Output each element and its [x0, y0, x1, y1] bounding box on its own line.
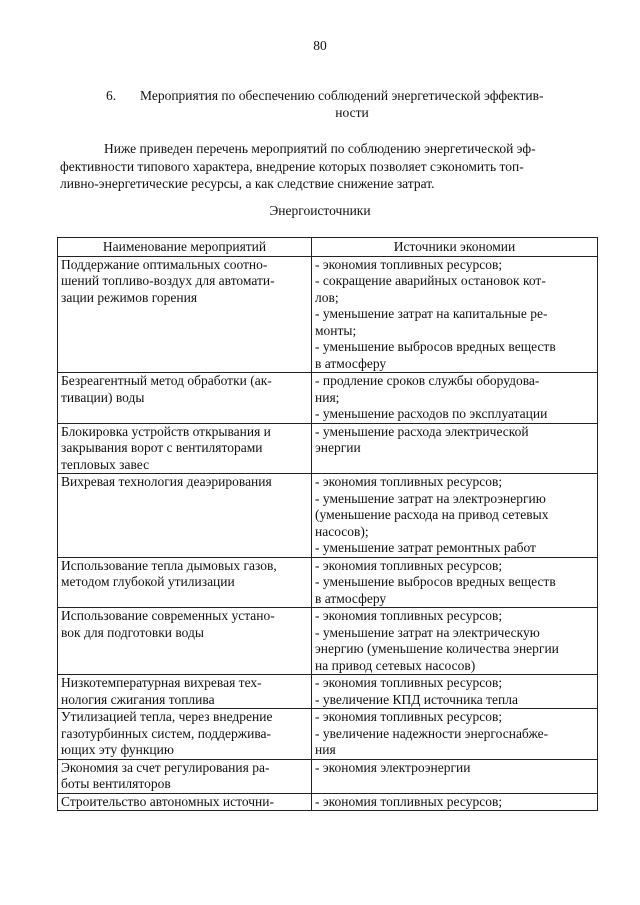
table-row — [58, 709, 598, 760]
source-line: ния — [315, 742, 336, 757]
measure-line: Низкотемпературная вихревая тех- — [61, 675, 262, 690]
source-line: - уменьшение выбросов вредных веществ — [315, 574, 556, 589]
measure-line: тивации) воды — [61, 389, 145, 405]
intro-line: фективности типового характера, внедрение которых позволяет сэкономить топ- — [60, 158, 524, 174]
source-line: в атмосферу — [315, 590, 387, 606]
measure-line: Утилизацией тепла, через внедрение — [61, 709, 273, 724]
measure-line: методом глубокой утилизации — [61, 574, 235, 589]
table-row — [58, 793, 598, 811]
source-line: - экономия топливных ресурсов; — [315, 608, 503, 623]
source-line: ния; — [315, 389, 340, 405]
source-line: - сокращение аварийных остановок кот- — [315, 273, 546, 288]
measure-cell — [58, 675, 312, 709]
table-header-row — [58, 238, 598, 257]
source-line: насосов); — [315, 523, 369, 539]
source-line: лов; — [315, 289, 339, 305]
source-line: - уменьшение выбросов вредных веществ — [315, 339, 556, 354]
sources-cell — [312, 423, 598, 474]
measures-table — [57, 237, 598, 811]
measure-line: Использование современных устано- — [61, 608, 275, 623]
measure-cell — [58, 256, 312, 373]
measure-cell — [58, 759, 312, 793]
measure-line: боты вентиляторов — [61, 776, 171, 791]
measure-cell — [58, 608, 312, 675]
source-line: (уменьшение расхода на привод сетевых — [315, 507, 549, 522]
measure-line: зации режимов горения — [61, 289, 198, 305]
sources-cell — [312, 256, 598, 373]
table-row — [58, 608, 598, 675]
source-line: - экономия топливных ресурсов; — [315, 474, 503, 489]
table-row — [58, 759, 598, 793]
table-row — [58, 423, 598, 474]
source-line: в атмосферу — [315, 355, 387, 371]
section-title: Мероприятия по обеспечению соблюдений энергетической эффектив- — [140, 88, 544, 103]
measure-cell — [58, 793, 312, 811]
source-line: - экономия электроэнергии — [315, 759, 471, 775]
sources-cell — [312, 675, 598, 709]
sources-cell — [312, 793, 598, 811]
measure-line: Безреагентный метод обработки (ак- — [61, 373, 272, 388]
measure-line: газотурбинных систем, поддержива- — [61, 725, 272, 741]
source-line: энергию (уменьшение количества энергии — [315, 641, 559, 656]
page-number: 80 — [313, 38, 327, 53]
source-line: - уменьшение расходов по эксплуатации — [315, 406, 548, 421]
table-caption: Энергоисточники — [269, 203, 371, 218]
source-line: - уменьшение затрат на капитальные ре- — [315, 306, 548, 321]
source-line: - экономия топливных ресурсов; — [315, 557, 503, 573]
source-line: - экономия топливных ресурсов; — [315, 256, 503, 272]
measure-line: нология сжигания топлива — [61, 691, 215, 707]
measure-line: Поддержание оптимальных соотно- — [61, 256, 268, 272]
source-line: - экономия топливных ресурсов; — [315, 709, 503, 724]
measure-cell — [58, 557, 312, 608]
intro-line: Ниже приведен перечень мероприятий по соблюдению энергетической эф- — [104, 141, 536, 156]
section-number: 6. — [106, 88, 117, 103]
measure-line: ющих эту функцию — [61, 742, 174, 757]
source-line: - уменьшение затрат на электрическую — [315, 624, 540, 640]
section-title-continuation: ности — [335, 105, 369, 120]
header-measures: Наименование мероприятий — [58, 238, 312, 257]
sources-cell — [312, 608, 598, 675]
intro-line: ливно-энергетические ресурсы, а как следствие снижение затрат. — [60, 176, 435, 191]
measure-cell — [58, 423, 312, 474]
sources-cell — [312, 557, 598, 608]
measure-line: тепловых завес — [61, 456, 150, 472]
header-sources: Источники экономии — [312, 238, 598, 257]
measure-line: Строительство автономных источни- — [61, 793, 274, 809]
source-line: - уменьшение затрат на электроэнергию — [315, 490, 546, 506]
table-row — [58, 557, 598, 608]
measure-line: Использование тепла дымовых газов, — [61, 557, 277, 573]
source-line: на привод сетевых насосов) — [315, 657, 476, 673]
source-line: - уменьшение затрат ремонтных работ — [315, 540, 536, 555]
table-row — [58, 474, 598, 558]
sources-cell — [312, 373, 598, 424]
source-line: - экономия топливных ресурсов; — [315, 675, 503, 690]
table-body — [58, 256, 598, 811]
measure-line: Вихревая технология деаэрирования — [61, 474, 272, 489]
measure-line: закрывания ворот с вентиляторами — [61, 440, 263, 455]
measure-cell — [58, 474, 312, 558]
source-line: - продление сроков службы оборудова- — [315, 373, 540, 388]
source-line: энергии — [315, 440, 361, 455]
measure-line: Блокировка устройств открывания и — [61, 423, 271, 439]
measure-cell — [58, 709, 312, 760]
source-line: монты; — [315, 322, 357, 338]
intro-paragraph — [60, 140, 595, 193]
measure-cell — [58, 373, 312, 424]
measure-line: шений топливо-воздух для автомати- — [61, 273, 275, 288]
source-line: - увеличение КПД источника тепла — [315, 691, 518, 707]
source-line: - экономия топливных ресурсов; — [315, 793, 503, 809]
sources-cell — [312, 759, 598, 793]
sources-cell — [312, 709, 598, 760]
table-row — [58, 675, 598, 709]
measure-line: Экономия за счет регулирования ра- — [61, 759, 270, 775]
table-row — [58, 256, 598, 373]
source-line: - увеличение надежности энергоснабже- — [315, 725, 549, 741]
measure-line: вок для подготовки воды — [61, 624, 204, 640]
table-row — [58, 373, 598, 424]
sources-cell — [312, 474, 598, 558]
source-line: - уменьшение расхода электрической — [315, 423, 529, 439]
